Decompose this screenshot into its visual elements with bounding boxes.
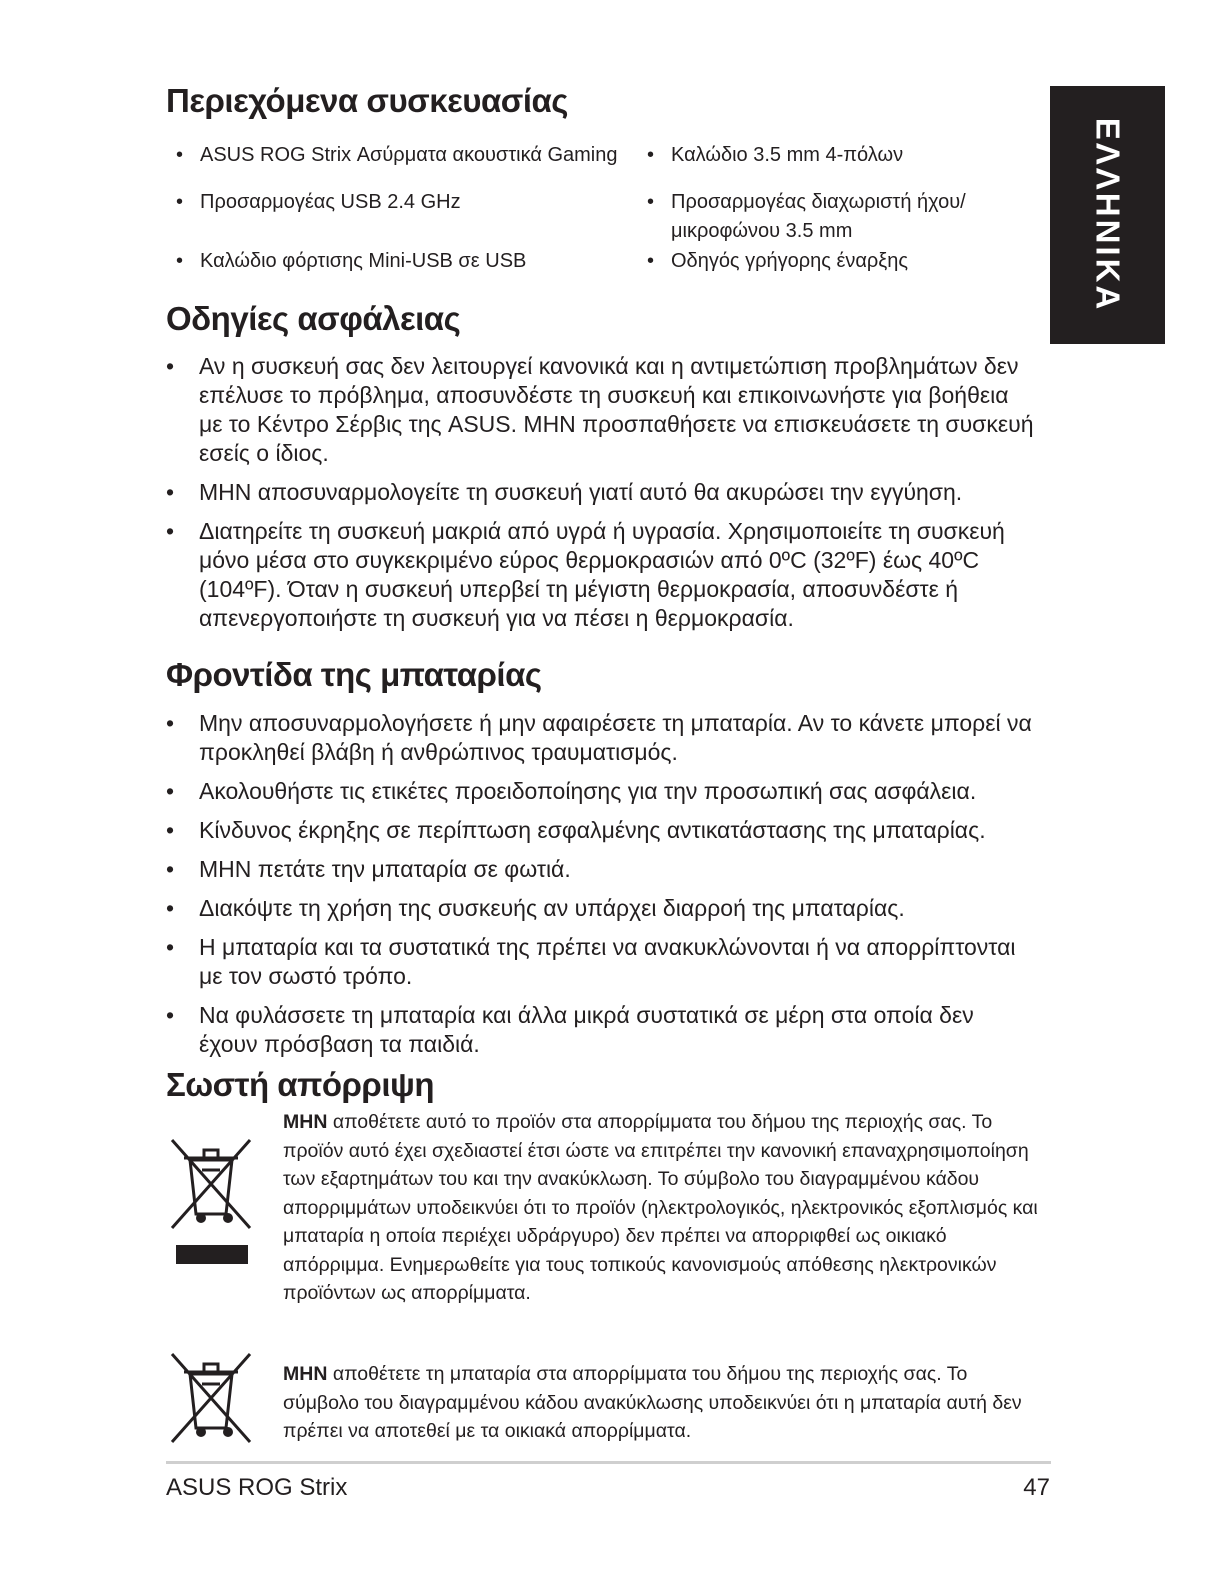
list-item: • Διακόψτε τη χρήση της συσκευής αν υπάρχει διαρροή της μπαταρίας. [166, 895, 905, 921]
package-item: • ASUS ROG Strix Ασύρματα ακουστικά Gaming [176, 144, 618, 166]
language-tab-label: ΕΛΛΗΝΙΚΑ [1089, 117, 1127, 313]
disposal-heading: Σωστή απόρριψη [166, 1066, 435, 1103]
battery-care-heading: Φροντίδα της μπαταρίας [166, 656, 542, 693]
bin-underline-bar [176, 1245, 248, 1264]
package-item: • Οδηγός γρήγορης έναρξης [647, 250, 909, 272]
footer-divider [166, 1461, 1051, 1464]
safety-list [166, 352, 1038, 643]
package-item: • Καλώδιο φόρτισης Mini-USB σε USB [176, 250, 527, 272]
safety-heading: Οδηγίες ασφάλειας [166, 300, 461, 337]
list-item: • Μην αποσυναρμολογήσετε ή μην αφαιρέσετε τη μπαταρία. Αν το κάνετε μπορεί να προκληθεί βλάβη ή ανθρώπινος τραυματισμός. [166, 710, 1032, 765]
list-item: • Να φυλάσσετε τη μπαταρία και άλλα μικρά συστατικά σε μέρη στα οποία δεν έχουν πρόσβαση τα παιδιά. [166, 1002, 974, 1057]
crossed-battery-bin-icon [166, 1350, 258, 1448]
list-item: • Διατηρείτε τη συσκευή μακριά από υγρά ή υγρασία. Χρησιμοποιείτε τη συσκευή μόνο μέσα στο συγκεκριμένο εύρος θερμοκρασιών από 0ºC (32ºF) έως 40ºC (104ºF). Όταν η συσκευή υπερβεί τη μέγιστη θερμοκρασία, αποσυνδέστε ή απενεργοποιήστε τη συσκευή για να πέσει η θερμοκρασία. [166, 518, 1005, 631]
package-item: • Καλώδιο 3.5 mm 4-πόλων [647, 144, 904, 166]
footer-title: ASUS ROG Strix [166, 1474, 348, 1501]
crossed-bin-icon [166, 1136, 258, 1234]
package-item: • Προσαρμογέας διαχωριστή ήχου/ μικροφώνου 3.5 mm [647, 191, 966, 242]
list-item: • Ακολουθήστε τις ετικέτες προειδοποίησης για την προσωπική σας ασφάλεια. [166, 778, 977, 804]
package-contents-heading: Περιεχόμενα συσκευασίας [166, 82, 568, 119]
language-tab [1050, 86, 1165, 344]
package-item: • Προσαρμογέας USB 2.4 GHz [176, 191, 461, 213]
list-item: • Αν η συσκευή σας δεν λειτουργεί κανονικά και η αντιμετώπιση προβλημάτων δεν επέλυσε το πρόβλημα, αποσυνδέστε τη συσκευή και επικοινωνήστε για βοήθεια με το Κέντρο Σέρβις της ASUS. ΜΗΝ προσπαθήσετε να επισκευάσετε τη συσκευή εσείς ο ίδιος. [166, 353, 1034, 466]
battery-care-list [166, 709, 1038, 1069]
list-item: • Κίνδυνος έκρηξης σε περίπτωση εσφαλμένης αντικατάστασης της μπαταρίας. [166, 817, 986, 843]
battery-disposal-text: ΜΗΝ αποθέτετε τη μπαταρία στα απορρίμματα του δήμου της περιοχής σας. Το σύμβολο του διαγραμμένου κάδου ανακύκλωσης υποδεικνύει ότι η μπαταρία αυτή δεν πρέπει να αποτεθεί με τα οικιακά απορρίμματα. [283, 1363, 1022, 1442]
product-disposal-text: ΜΗΝ αποθέτετε αυτό το προϊόν στα απορρίμματα του δήμου της περιοχής σας. Το προϊόν αυτό έχει σχεδιαστεί έτσι ώστε να επιτρέπει την κανονική επαναχρησιμοποίηση των εξαρτημάτων του και την ανακύκλωση. Το σύμβολο του διαγραμμένου κάδου απορριμμάτων υποδεικνύει ότι το προϊόν (ηλεκτρολογικός, ηλεκτρονικός εξοπλισμός και μπαταρία η οποία περιέχει υδράργυρο) δεν πρέπει να απορριφθεί ως οικιακό απόρριμμα. Ενημερωθείτε για τους τοπικούς κανονισμούς απόθεσης ηλεκτρονικών προϊόντων ως απορρίμματα. [283, 1111, 1038, 1304]
list-item: • Η μπαταρία και τα συστατικά της πρέπει να ανακυκλώνονται ή να απορρίπτονται με τον σωστό τρόπο. [166, 934, 1016, 989]
list-item: • ΜΗΝ πετάτε την μπαταρία σε φωτιά. [166, 856, 571, 882]
list-item: • ΜΗΝ αποσυναρμολογείτε τη συσκευή γιατί αυτό θα ακυρώσει την εγγύηση. [166, 479, 963, 505]
page-number: 47 [1023, 1474, 1050, 1501]
